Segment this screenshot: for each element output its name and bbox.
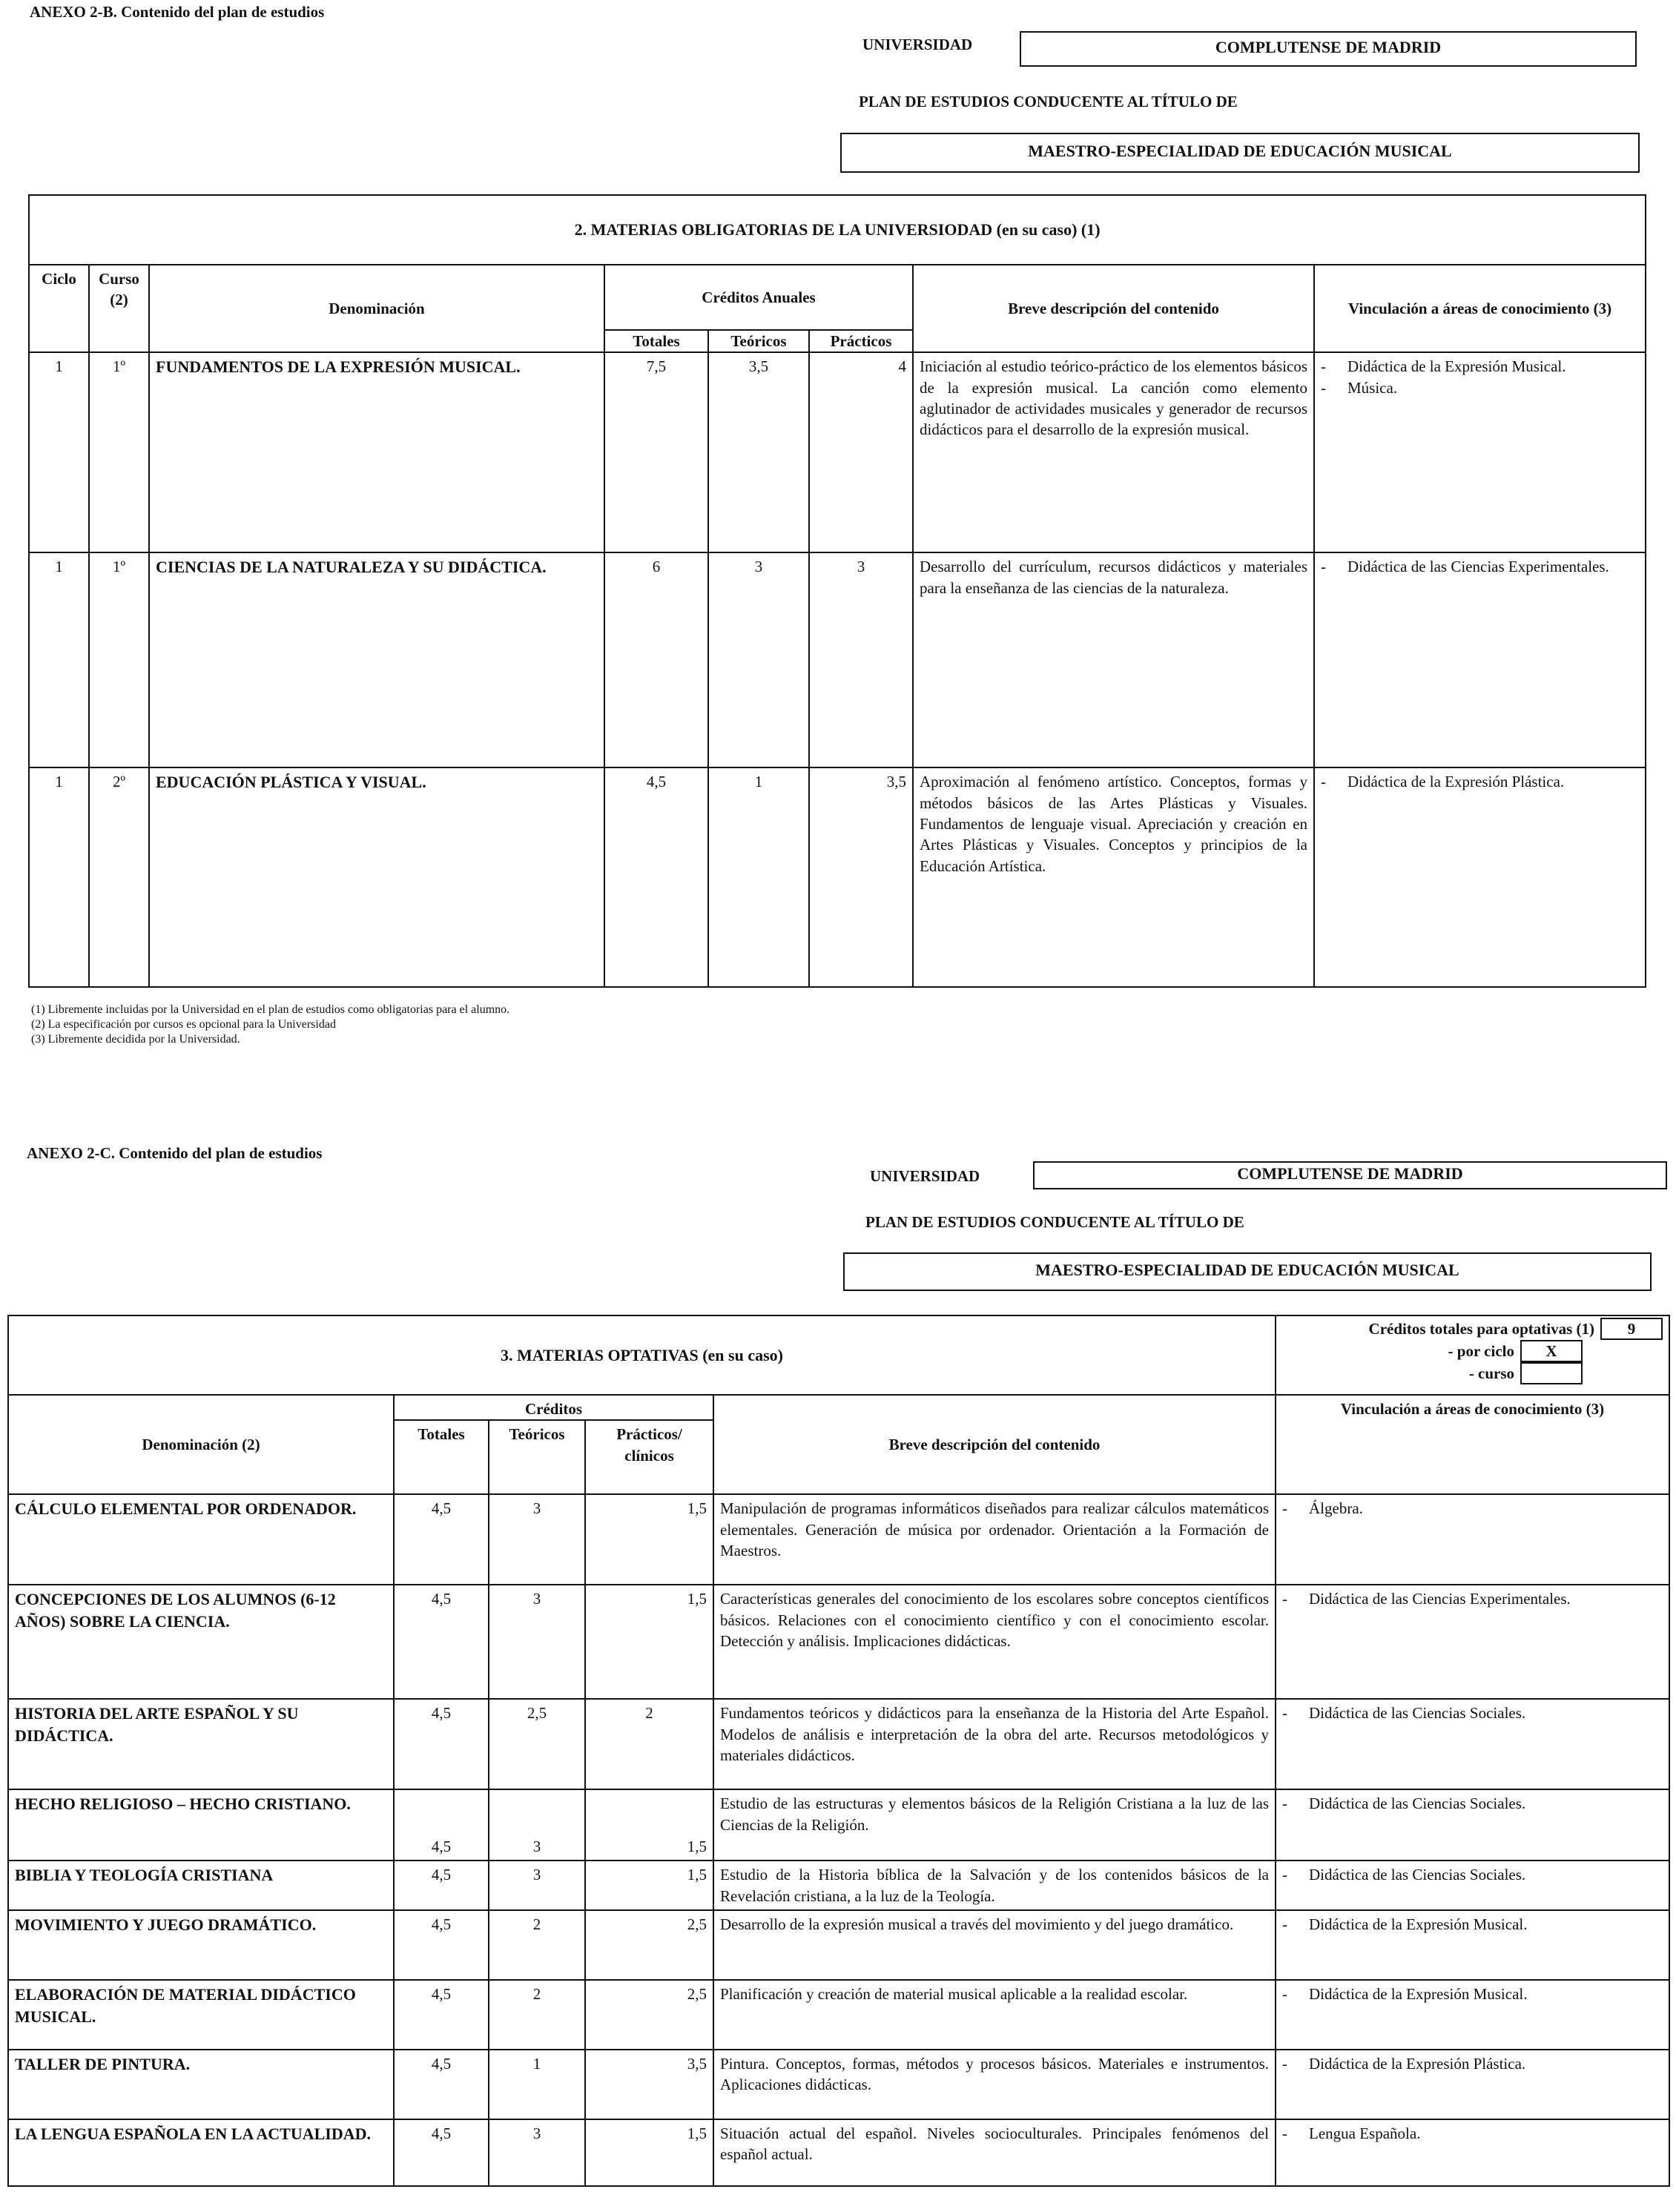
totales-cell: 4,5 bbox=[394, 1910, 489, 1980]
practicos-cell: 2,5 bbox=[585, 1910, 713, 1980]
totales-cell: 4,5 bbox=[604, 767, 708, 987]
descripcion-cell: Estudio de la Historia bíblica de la Salvación y de los contenidos básicos de la Revelación cristiana, a la luz de la Teología. bbox=[713, 1861, 1276, 1910]
annex-c-university-name: COMPLUTENSE DE MADRID bbox=[1033, 1161, 1667, 1189]
table-row bbox=[8, 2050, 1669, 2119]
col-vinculacion: Vinculación a áreas de conocimiento (3) bbox=[1276, 1395, 1669, 1494]
por-ciclo-value: X bbox=[1520, 1340, 1583, 1362]
col-totales: Totales bbox=[604, 330, 708, 352]
table-row bbox=[29, 767, 1646, 987]
vinculacion-item: Música. bbox=[1347, 378, 1398, 397]
table-row bbox=[29, 352, 1646, 552]
table-row bbox=[8, 1494, 1669, 1585]
col-ciclo: Ciclo bbox=[29, 265, 89, 352]
teoricos-cell: 3 bbox=[489, 1861, 585, 1910]
annex-c-plan-label: PLAN DE ESTUDIOS CONDUCENTE AL TÍTULO DE bbox=[865, 1213, 1244, 1231]
col-descripcion: Breve descripción del contenido bbox=[913, 265, 1314, 352]
teoricos-cell: 3 bbox=[489, 2119, 585, 2186]
descripcion-cell: Aproximación al fenómeno artístico. Conceptos, formas y métodos básicos de las Artes Plásticas y Visuales. Fundamentos de lenguaje visual. Apreciación y creación en Artes Plásticas y Visuales. Conceptos y principios de la Educación Artística. bbox=[913, 767, 1314, 987]
denominacion-cell: EDUCACIÓN PLÁSTICA Y VISUAL. bbox=[149, 767, 604, 987]
vinculacion-cell: - Didáctica de la Expresión Musical. - Música. bbox=[1314, 352, 1646, 552]
totales-cell: 4,5 bbox=[394, 1585, 489, 1699]
credits-total-value: 9 bbox=[1600, 1318, 1663, 1340]
totales-cell: 4,5 bbox=[394, 1699, 489, 1789]
col-teoricos: Teóricos bbox=[489, 1420, 585, 1494]
ciclo-cell: 1 bbox=[29, 767, 89, 987]
descripcion-cell: Desarrollo del currículum, recursos didácticos y materiales para la enseñanza de las ciencias de la naturaleza. bbox=[913, 552, 1314, 767]
curso-value bbox=[1520, 1362, 1583, 1384]
vinculacion-cell: - Álgebra. bbox=[1276, 1494, 1669, 1585]
teoricos-cell: 2 bbox=[489, 1980, 585, 2050]
teoricos-cell: 2 bbox=[489, 1910, 585, 1980]
descripcion-cell: Planificación y creación de material musical aplicable a la realidad escolar. bbox=[713, 1980, 1276, 2050]
col-vinculacion: Vinculación a áreas de conocimiento (3) bbox=[1314, 265, 1646, 352]
curso-cell: 1º bbox=[89, 552, 149, 767]
table-row bbox=[8, 1980, 1669, 2050]
vinculacion-cell: - Didáctica de las Ciencias Sociales. bbox=[1276, 1861, 1669, 1910]
descripcion-cell: Situación actual del español. Niveles socioculturales. Principales fenómenos del español actual. bbox=[713, 2119, 1276, 2186]
descripcion-cell: Pintura. Conceptos, formas, métodos y procesos básicos. Materiales e instrumentos. Aplicaciones didácticas. bbox=[713, 2050, 1276, 2119]
table-row bbox=[8, 1699, 1669, 1789]
practicos-cell: 3 bbox=[809, 552, 913, 767]
vinculacion-item: Didáctica de la Expresión Plástica. bbox=[1309, 2055, 1526, 2073]
vinculacion-item: Didáctica de las Ciencias Experimentales. bbox=[1309, 1590, 1571, 1608]
footnote: (1) Libremente incluidas por la Universidad en el plan de estudios como obligatorias para el alumno. bbox=[31, 1003, 510, 1016]
annex-b-university-label: UNIVERSIDAD bbox=[862, 36, 973, 53]
teoricos-cell: 2,5 bbox=[489, 1699, 585, 1789]
annex-b-plan-label: PLAN DE ESTUDIOS CONDUCENTE AL TÍTULO DE bbox=[859, 93, 1238, 110]
denominacion-cell: LA LENGUA ESPAÑOLA EN LA ACTUALIDAD. bbox=[8, 2119, 394, 2186]
por-ciclo-label: - por ciclo bbox=[1448, 1341, 1514, 1360]
col-totales: Totales bbox=[394, 1420, 489, 1494]
vinculacion-cell: - Lengua Española. bbox=[1276, 2119, 1669, 2186]
curso-cell: 2º bbox=[89, 767, 149, 987]
practicos-cell: 2,5 bbox=[585, 1980, 713, 2050]
annex-b-table bbox=[28, 194, 1646, 988]
vinculacion-item: Didáctica de la Expresión Musical. bbox=[1309, 1985, 1528, 2004]
denominacion-cell: ELABORACIÓN DE MATERIAL DIDÁCTICO MUSICAL. bbox=[8, 1980, 394, 2050]
table-row bbox=[8, 1910, 1669, 1980]
annex-b-table-title: 2. MATERIAS OBLIGATORIAS DE LA UNIVERSIODAD (en su caso) (1) bbox=[29, 195, 1646, 265]
vinculacion-cell: - Didáctica de las Ciencias Sociales. bbox=[1276, 1699, 1669, 1789]
practicos-cell: 1,5 bbox=[585, 1789, 713, 1861]
vinculacion-cell: - Didáctica de la Expresión Plástica. bbox=[1314, 767, 1646, 987]
denominacion-cell: FUNDAMENTOS DE LA EXPRESIÓN MUSICAL. bbox=[149, 352, 604, 552]
denominacion-cell: CÁLCULO ELEMENTAL POR ORDENADOR. bbox=[8, 1494, 394, 1585]
annex-b-degree: MAESTRO-ESPECIALIDAD DE EDUCACIÓN MUSICAL bbox=[840, 133, 1640, 173]
totales-cell: 4,5 bbox=[394, 1861, 489, 1910]
table-row bbox=[8, 1789, 1669, 1861]
denominacion-cell: CONCEPCIONES DE LOS ALUMNOS (6-12 AÑOS) SOBRE LA CIENCIA. bbox=[8, 1585, 394, 1699]
practicos-cell: 1,5 bbox=[585, 2119, 713, 2186]
footnote: (3) Libremente decidida por la Universidad. bbox=[31, 1033, 240, 1046]
descripcion-cell: Iniciación al estudio teórico-práctico de los elementos básicos de la expresión musical. La canción como elemento aglutinador de actividades musicales y generador de recursos didácticos para el desarrollo de la expresión musical. bbox=[913, 352, 1314, 552]
descripcion-cell: Características generales del conocimiento de los escolares sobre conceptos científicos básicos. Relaciones con el conocimiento científico y con el conocimiento escolar. Detección y análisis. Implicaciones didácticas. bbox=[713, 1585, 1276, 1699]
col-practicos: Prácticos bbox=[809, 330, 913, 352]
footnote: (2) La especificación por cursos es opcional para la Universidad bbox=[31, 1018, 336, 1031]
annex-c-degree: MAESTRO-ESPECIALIDAD DE EDUCACIÓN MUSICAL bbox=[843, 1252, 1652, 1291]
practicos-cell: 1,5 bbox=[585, 1861, 713, 1910]
annex-c-table bbox=[7, 1315, 1670, 2187]
col-practicos: Prácticos/ clínicos bbox=[585, 1420, 713, 1494]
practicos-cell: 4 bbox=[809, 352, 913, 552]
practicos-cell: 3,5 bbox=[585, 2050, 713, 2119]
annex-b-university-name: COMPLUTENSE DE MADRID bbox=[1020, 31, 1637, 67]
practicos-cell: 1,5 bbox=[585, 1494, 713, 1585]
annex-c-table-title: 3. MATERIAS OPTATIVAS (en su caso) bbox=[8, 1315, 1276, 1395]
table-row bbox=[8, 2119, 1669, 2186]
curso-cell: 1º bbox=[89, 352, 149, 552]
descripcion-cell: Desarrollo de la expresión musical a través del movimiento y del juego dramático. bbox=[713, 1910, 1276, 1980]
curso-label: - curso bbox=[1468, 1364, 1514, 1382]
vinculacion-cell: - Didáctica de la Expresión Plástica. bbox=[1276, 2050, 1669, 2119]
credits-summary bbox=[1276, 1315, 1669, 1395]
vinculacion-item: Didáctica de las Ciencias Experimentales. bbox=[1347, 558, 1609, 576]
vinculacion-cell: - Didáctica de la Expresión Musical. bbox=[1276, 1910, 1669, 1980]
practicos-cell: 1,5 bbox=[585, 1585, 713, 1699]
vinculacion-cell: - Didáctica de la Expresión Musical. bbox=[1276, 1980, 1669, 2050]
col-creditos-anuales: Créditos Anuales bbox=[604, 265, 913, 330]
teoricos-cell: 3 bbox=[489, 1789, 585, 1861]
table-row bbox=[8, 1585, 1669, 1699]
col-curso: Curso (2) bbox=[89, 265, 149, 352]
annex-b-footnotes bbox=[31, 1003, 509, 1047]
totales-cell: 4,5 bbox=[394, 1494, 489, 1585]
descripcion-cell: Fundamentos teóricos y didácticos para la enseñanza de la Historia del Arte Español. Modelos de análisis e interpretación de la obra del arte. Recursos metodológicos y materiales didácticos. bbox=[713, 1699, 1276, 1789]
teoricos-cell: 3 bbox=[489, 1585, 585, 1699]
annex-c-university-label: UNIVERSIDAD bbox=[870, 1167, 980, 1185]
col-teoricos: Teóricos bbox=[708, 330, 809, 352]
teoricos-cell: 3 bbox=[708, 552, 809, 767]
totales-cell: 4,5 bbox=[394, 2119, 489, 2186]
denominacion-cell: HISTORIA DEL ARTE ESPAÑOL Y SU DIDÁCTICA. bbox=[8, 1699, 394, 1789]
vinculacion-item: Didáctica de las Ciencias Sociales. bbox=[1309, 1866, 1526, 1884]
denominacion-cell: TALLER DE PINTURA. bbox=[8, 2050, 394, 2119]
totales-cell: 6 bbox=[604, 552, 708, 767]
practicos-cell: 2 bbox=[585, 1699, 713, 1789]
vinculacion-cell: - Didáctica de las Ciencias Experimentales. bbox=[1276, 1585, 1669, 1699]
teoricos-cell: 1 bbox=[489, 2050, 585, 2119]
annex-b-title: ANEXO 2-B. Contenido del plan de estudios bbox=[30, 3, 325, 21]
annex-c-title: ANEXO 2-C. Contenido del plan de estudios bbox=[27, 1144, 323, 1162]
vinculacion-cell: - Didáctica de las Ciencias Sociales. bbox=[1276, 1789, 1669, 1861]
descripcion-cell: Estudio de las estructuras y elementos básicos de la Religión Cristiana a la luz de las Ciencias de la Religión. bbox=[713, 1789, 1276, 1861]
credits-total-label: Créditos totales para optativas (1) bbox=[1368, 1319, 1594, 1338]
col-descripcion: Breve descripción del contenido bbox=[713, 1395, 1276, 1494]
denominacion-cell: CIENCIAS DE LA NATURALEZA Y SU DIDÁCTICA. bbox=[149, 552, 604, 767]
denominacion-cell: HECHO RELIGIOSO – HECHO CRISTIANO. bbox=[8, 1789, 394, 1861]
denominacion-cell: BIBLIA Y TEOLOGÍA CRISTIANA bbox=[8, 1861, 394, 1910]
vinculacion-item: Lengua Española. bbox=[1309, 2124, 1421, 2143]
teoricos-cell: 3,5 bbox=[708, 352, 809, 552]
teoricos-cell: 1 bbox=[708, 767, 809, 987]
ciclo-cell: 1 bbox=[29, 552, 89, 767]
vinculacion-item: Didáctica de las Ciencias Sociales. bbox=[1309, 1704, 1526, 1723]
vinculacion-item: Didáctica de la Expresión Plástica. bbox=[1347, 773, 1565, 791]
table-row bbox=[29, 552, 1646, 767]
denominacion-cell: MOVIMIENTO Y JUEGO DRAMÁTICO. bbox=[8, 1910, 394, 1980]
col-denominacion: Denominación (2) bbox=[8, 1395, 394, 1494]
teoricos-cell: 3 bbox=[489, 1494, 585, 1585]
vinculacion-cell: - Didáctica de las Ciencias Experimentales. bbox=[1314, 552, 1646, 767]
vinculacion-item: Didáctica de la Expresión Musical. bbox=[1309, 1915, 1528, 1934]
practicos-cell: 3,5 bbox=[809, 767, 913, 987]
vinculacion-item: Didáctica de las Ciencias Sociales. bbox=[1309, 1795, 1526, 1813]
col-creditos: Créditos bbox=[394, 1395, 713, 1420]
table-row bbox=[8, 1861, 1669, 1910]
vinculacion-item: Didáctica de la Expresión Musical. bbox=[1347, 357, 1566, 376]
totales-cell: 4,5 bbox=[394, 1980, 489, 2050]
totales-cell: 7,5 bbox=[604, 352, 708, 552]
totales-cell: 4,5 bbox=[394, 2050, 489, 2119]
ciclo-cell: 1 bbox=[29, 352, 89, 552]
descripcion-cell: Manipulación de programas informáticos diseñados para realizar cálculos matemáticos elementales. Generación de música por ordenador. Orientación a la Formación de Maestros. bbox=[713, 1494, 1276, 1585]
col-denominacion: Denominación bbox=[149, 265, 604, 352]
totales-cell: 4,5 bbox=[394, 1789, 489, 1861]
vinculacion-item: Álgebra. bbox=[1309, 1499, 1363, 1518]
